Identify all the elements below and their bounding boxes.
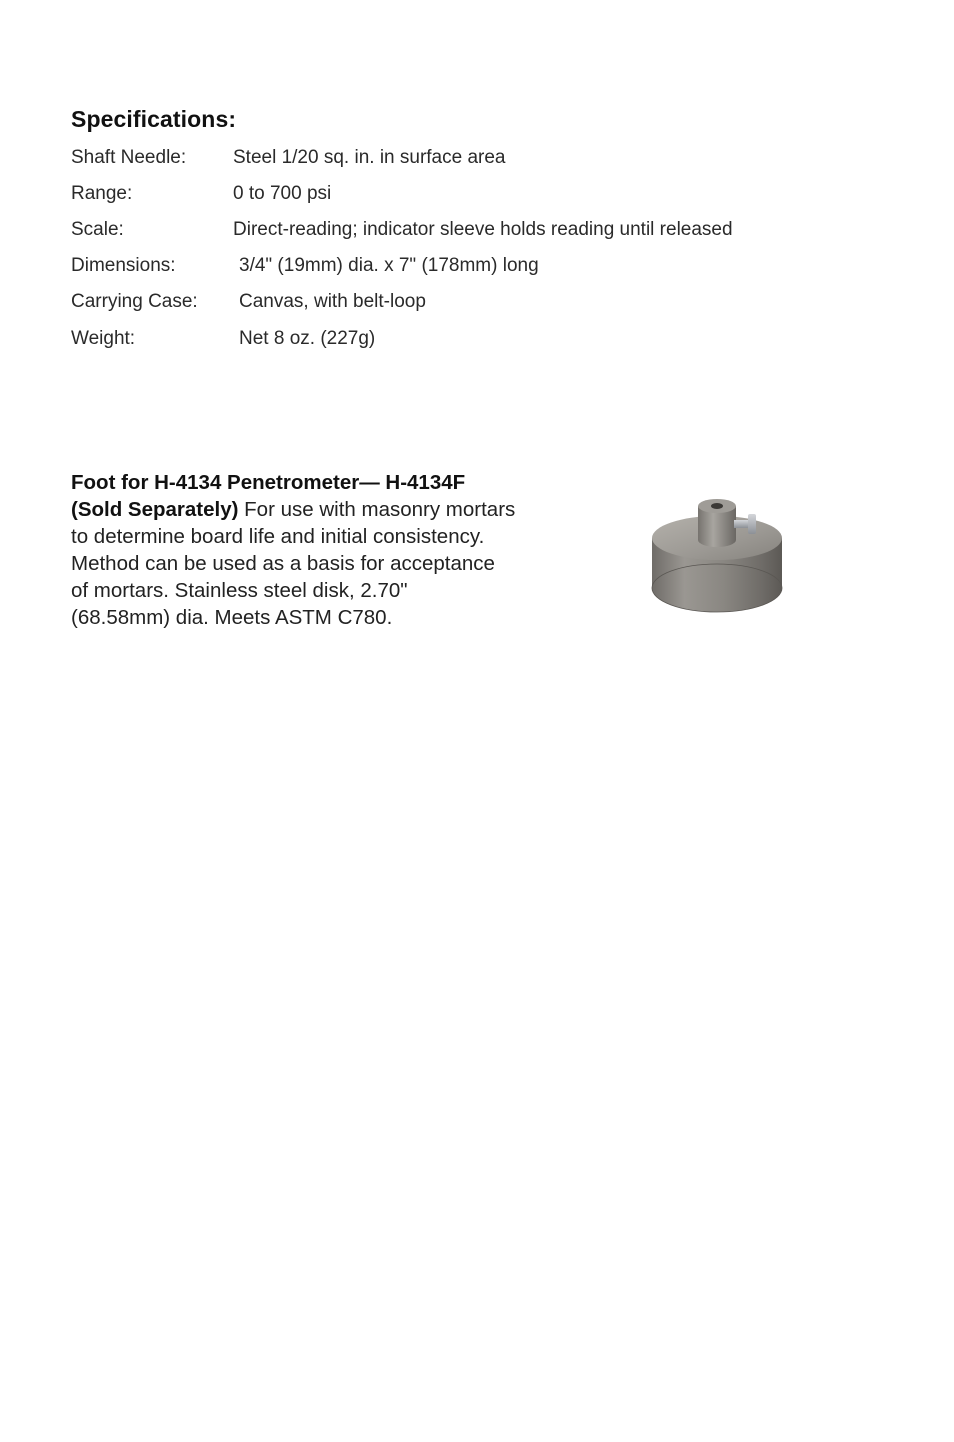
spec-label: Scale: [71, 219, 124, 240]
steel-disk-icon [646, 496, 788, 618]
accessory-description-block [71, 469, 571, 631]
accessory-description-line: For use with masonry mortars [238, 498, 516, 521]
spec-value: Canvas, with belt-loop [239, 291, 426, 312]
accessory-title: Foot for H-4134 Penetrometer— H-4134F [71, 471, 466, 494]
accessory-description-line: Method can be used as a basis for acceptance [71, 552, 495, 575]
spec-value: Direct-reading; indicator sleeve holds reading until released [233, 219, 733, 240]
spec-label: Range: [71, 183, 133, 204]
specifications-heading: Specifications: [71, 106, 237, 132]
spec-value: 0 to 700 psi [233, 183, 332, 204]
accessory-description-line: to determine board life and initial consistency. [71, 525, 485, 548]
spec-value: 3/4" (19mm) dia. x 7" (178mm) long [239, 255, 539, 276]
spec-value: Steel 1/20 sq. in. in surface area [233, 147, 506, 168]
accessory-description-line: (68.58mm) dia. Meets ASTM C780. [71, 606, 393, 629]
spec-label: Dimensions: [71, 255, 176, 276]
spec-label: Shaft Needle: [71, 147, 187, 168]
accessory-description-line: of mortars. Stainless steel disk, 2.70" [71, 579, 408, 602]
spec-label: Carrying Case: [71, 291, 198, 312]
spec-label: Weight: [71, 328, 136, 349]
spec-value: Net 8 oz. (227g) [239, 328, 376, 349]
accessory-sold-separately: (Sold Separately) [71, 498, 239, 521]
